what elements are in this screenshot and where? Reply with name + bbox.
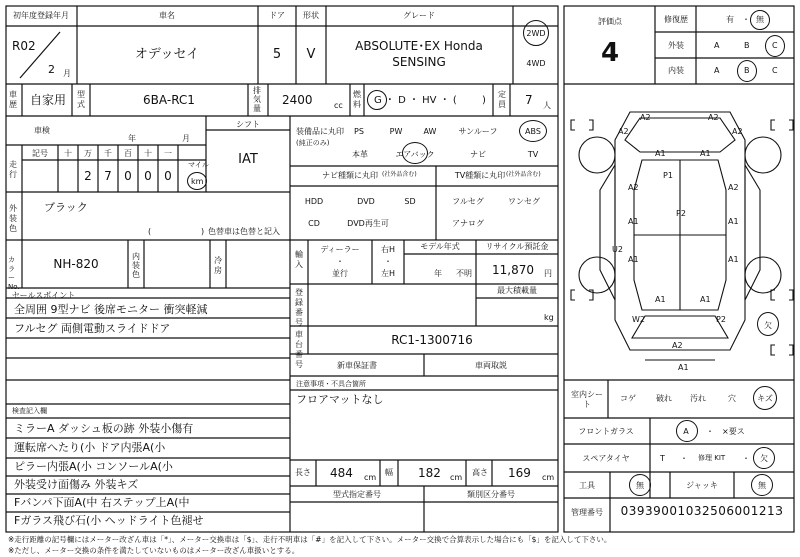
navi-title: ナビ種類に丸印 (322, 171, 378, 180)
import-label: 輸入 (295, 250, 303, 269)
usage-label: 車歴 (9, 90, 17, 109)
doors-value: 5 (272, 47, 282, 62)
mark: A2 (640, 113, 651, 122)
spare-kit: 修理 KIT (698, 454, 726, 462)
color-value: ブラック (44, 201, 88, 214)
mark: P2 (676, 209, 686, 218)
mark: U2 (612, 245, 623, 254)
inspector-line: Fバンパ下面A(中 右ステップ上A(中 (14, 496, 190, 509)
model-label: 型式 (77, 90, 85, 109)
recycle-value: 11,870 (492, 263, 534, 277)
paren-close: ) (201, 227, 205, 236)
tv-title: TV種類に丸印 (454, 171, 506, 180)
model-year-label: モデル年式 (420, 242, 460, 251)
repair-label: 修復歴 (664, 15, 688, 24)
model-year-unknown: 不明 (456, 269, 472, 278)
spare-t: T (660, 454, 665, 463)
spare-dot: ・ (680, 454, 688, 463)
interior-label: 内装 (668, 66, 684, 75)
car-name-label: 車名 (159, 11, 175, 20)
model-value: 6BA-RC1 (143, 93, 195, 107)
inspection-year: 年 (128, 134, 136, 143)
width-unit: cm (450, 473, 463, 482)
fuel-options: G ・ D ・ HV ・ ( (374, 95, 457, 106)
windshield-x: ×要ス (722, 427, 745, 436)
mark: A2 (672, 341, 683, 350)
inspection-month: 月 (182, 134, 190, 143)
mark: A2 (732, 127, 743, 136)
import-parallel: 並行 (332, 269, 348, 278)
digit-label-4: 十 (144, 149, 152, 158)
grade-line2: SENSING (392, 55, 446, 69)
max-load-label: 最大積載量 (497, 286, 537, 295)
car-name: オデッセイ (134, 47, 200, 62)
navi-hdd: HDD (304, 197, 324, 206)
manual: 車両取説 (475, 361, 507, 370)
management-value: 0393900103250600121З (620, 504, 784, 518)
fuel-circle (367, 90, 387, 110)
mileage-sub: 記号 (32, 149, 48, 158)
recycle-label: リサイクル預託金 (485, 242, 549, 251)
model-year-year: 年 (434, 269, 442, 278)
ac-label: 冷房 (214, 256, 222, 275)
equip-navi: ナビ (470, 150, 486, 159)
ext-c-circle (765, 35, 785, 57)
height-unit: cm (542, 473, 555, 482)
abs-circle (519, 120, 547, 142)
length-value: 484 (330, 466, 353, 480)
shape-value: V (306, 47, 316, 62)
inspector-line: 運転席へたり(小 ドア内張A(小 (14, 441, 166, 454)
mark: A2 (618, 127, 629, 136)
mile-unit: マイル (188, 161, 209, 169)
mark: A1 (628, 217, 639, 226)
tools-circle (629, 474, 651, 496)
missing-circle (757, 312, 779, 336)
drive-4wd: 4WD (526, 59, 546, 68)
shift-label: シフト (236, 120, 260, 129)
import-dot: ・ (336, 257, 344, 266)
equip-aw: AW (423, 127, 437, 136)
equip-tv: TV (527, 150, 539, 159)
mileage-digit: 0 (164, 169, 172, 183)
mark: A2 (728, 183, 739, 192)
chassis-value: RC1-1300716 (391, 333, 473, 347)
interior-sheet-label: 室内シート (571, 390, 603, 409)
navi-cd: CD (308, 219, 320, 228)
fuel-label: 燃料 (353, 90, 361, 109)
height-label: 高さ (472, 468, 488, 477)
spare-circle (753, 447, 775, 469)
repair-yes: 有 (726, 15, 734, 24)
sales-point-label: セールスポイント (12, 291, 76, 300)
spare-dot2: ・ (742, 454, 750, 463)
windshield-a: A (683, 427, 689, 436)
sheet-burn: コゲ (620, 394, 636, 403)
repair-dot: ・ (742, 15, 750, 24)
spare-label: スペアタイヤ (582, 454, 630, 463)
first-reg-era: R02 (12, 39, 36, 53)
sheet-hole: 穴 (728, 394, 736, 403)
height-value: 169 (508, 466, 531, 480)
color-code-label: カラーNo. (8, 256, 20, 291)
doors-label: ドア (269, 11, 285, 20)
sales-point-line2: フルセグ 両側電動スライドドア (14, 322, 171, 335)
mark: A1 (678, 363, 689, 372)
int-c: C (772, 66, 778, 75)
notes-value: フロアマットなし (296, 393, 384, 406)
mark: A1 (700, 149, 711, 158)
import-dealer: ディーラー (320, 245, 360, 254)
inspection-label: 車検 (34, 126, 50, 135)
length-label: 長さ (295, 468, 311, 477)
fuel-close: ) (482, 95, 486, 106)
displacement-label: 排気量 (253, 86, 261, 113)
shape-label: 形状 (303, 11, 319, 20)
grade-line1: ABSOLUTE･EX Honda (355, 39, 483, 53)
sheet-tear: 破れ (656, 394, 672, 403)
color-note: 色替車は色替と記入 (208, 227, 280, 236)
digit-label-5: 一 (164, 149, 172, 158)
notes-label: 注意事項・不具合箇所 (296, 380, 366, 388)
import-dot2: ・ (384, 257, 392, 266)
mark: A1 (628, 255, 639, 264)
management-label: 管理番号 (571, 508, 603, 517)
mark: A2 (628, 183, 639, 192)
usage-value: 自家用 (30, 93, 67, 107)
paren-open: ( (148, 227, 152, 236)
inspector-line: Fガラス飛び石(小 ヘッドライト色褪せ (14, 514, 204, 527)
spare-missing: 欠 (760, 454, 768, 463)
new-car-warranty: 新車保証書 (337, 361, 377, 370)
capacity-unit: 人 (543, 101, 551, 110)
tools-value: 無 (636, 481, 644, 490)
capacity-value: 7 (525, 93, 533, 107)
windshield-label: フロントガラス (578, 427, 634, 436)
navi-dvd-play: DVD再生可 (347, 219, 389, 228)
navi-sub: (社外品含む) (382, 171, 417, 178)
equip-abs: ABS (525, 127, 541, 136)
jack-label: ジャッキ (686, 481, 718, 490)
inspector-line: ピラー内張A(小 コンソールA(小 (14, 460, 173, 473)
mark: A2 (708, 113, 719, 122)
equip-ps: PS (354, 127, 364, 136)
color-code: NH-820 (53, 257, 99, 271)
interior-color-label: 内装色 (132, 252, 140, 279)
drive-2wd-circle (523, 20, 549, 46)
sheet-scratch: キズ (757, 394, 773, 403)
mileage-digit: 2 (84, 169, 92, 183)
exterior-label: 外装 (668, 41, 684, 50)
inspector-line: 外装受け面傷み 外装キズ (14, 478, 139, 491)
int-b-circle (737, 60, 757, 82)
missing-kanji: 欠 (764, 321, 772, 330)
grade-label: グレード (403, 11, 435, 20)
scratch-circle (753, 386, 777, 410)
equip-airbag: エアバック (395, 150, 435, 159)
score-value: 4 (600, 38, 620, 68)
inspector-line: ミラーA ダッシュ板の跡 外装小傷有 (14, 422, 194, 435)
digit-label-2: 千 (104, 149, 112, 158)
repair-no-circle (750, 10, 770, 30)
cc-unit: cc (334, 101, 343, 110)
equipment-label: 装備品に丸印 (296, 127, 344, 136)
digit-label-0: 十 (64, 149, 72, 158)
class-label: 類別区分番号 (467, 490, 515, 499)
airbag-circle (402, 142, 428, 164)
int-a: A (714, 66, 720, 75)
score-label: 評価点 (598, 17, 622, 26)
sales-point-line1: 全周囲 9型ナビ 後席モニター 衝突軽減 (14, 303, 208, 316)
digit-label-1: 万 (84, 149, 92, 158)
chassis-label: 車台番号 (295, 330, 303, 369)
km-unit: km (191, 177, 204, 186)
mark: A1 (655, 149, 666, 158)
tv-fullseg: フルセグ (452, 197, 484, 206)
equip-leather: 本革 (352, 150, 368, 159)
capacity-label: 定員 (498, 90, 506, 109)
ext-c: C (772, 41, 778, 50)
mileage-digit: 7 (104, 169, 112, 183)
jack-value: 無 (758, 481, 766, 490)
ext-a: A (714, 41, 720, 50)
type-label: 型式指定番号 (333, 490, 381, 499)
navi-sd: SD (404, 197, 416, 206)
mark: A1 (700, 295, 711, 304)
repair-no: 無 (756, 15, 764, 24)
jack-circle (751, 474, 773, 496)
reg-label: 登録番号 (295, 288, 303, 327)
mark: P2 (716, 315, 726, 324)
kg-unit: kg (544, 313, 554, 322)
mileage-label: 走行 (9, 160, 17, 179)
recycle-unit: 円 (544, 269, 552, 278)
mark: A1 (728, 255, 739, 264)
shift-value: IAT (238, 152, 258, 167)
inspector-label: 検査記入欄 (12, 407, 47, 415)
int-b: B (744, 66, 750, 75)
km-circle (187, 172, 207, 190)
mark: A1 (655, 295, 666, 304)
footer-line2: ※ただし、メーター交換の条件を満たしていないものはメーター改ざん車扱いとする。 (8, 546, 300, 555)
mark: W2 (632, 315, 645, 324)
displacement-value: 2400 (282, 93, 313, 107)
month-unit: 月 (63, 69, 71, 78)
windshield-circle (676, 420, 698, 442)
first-reg-label: 初年度登録年月 (13, 11, 69, 20)
width-label: 幅 (385, 468, 393, 477)
tv-sub: (社外品含む) (506, 171, 541, 178)
digit-label-3: 百 (124, 149, 132, 158)
width-value: 182 (418, 466, 441, 480)
mileage-digit: 0 (124, 169, 132, 183)
tv-oneseg: ワンセグ (508, 197, 540, 206)
navi-dvd: DVD (357, 197, 375, 206)
tools-label: 工具 (579, 481, 595, 490)
drive-2wd: 2WD (526, 29, 546, 38)
ext-b: B (744, 41, 750, 50)
tv-analog: アナログ (452, 219, 484, 228)
equip-sunroof: サンルーフ (458, 127, 498, 136)
mark: A1 (728, 217, 739, 226)
footer-line1: ※走行距離の記号欄にはメーター改ざん車は「*」、メーター交換車は「$」、走行不明車は「#」を記入して下さい。メーター交換で合算表示した場合にも「$」を記入して下さい。 (8, 535, 612, 544)
color-label: 外装色 (9, 204, 17, 233)
mark: P1 (663, 171, 673, 180)
sheet-stain: 汚れ (690, 394, 706, 403)
windshield-dot: ・ (706, 427, 714, 436)
equipment-sub: (純正のみ) (296, 139, 330, 147)
import-left: 左H (380, 269, 396, 278)
mileage-digit: 0 (144, 169, 152, 183)
first-reg-month: 2 (48, 63, 55, 76)
length-unit: cm (364, 473, 377, 482)
import-right: 右H (380, 245, 396, 254)
equip-pw: PW (389, 127, 403, 136)
